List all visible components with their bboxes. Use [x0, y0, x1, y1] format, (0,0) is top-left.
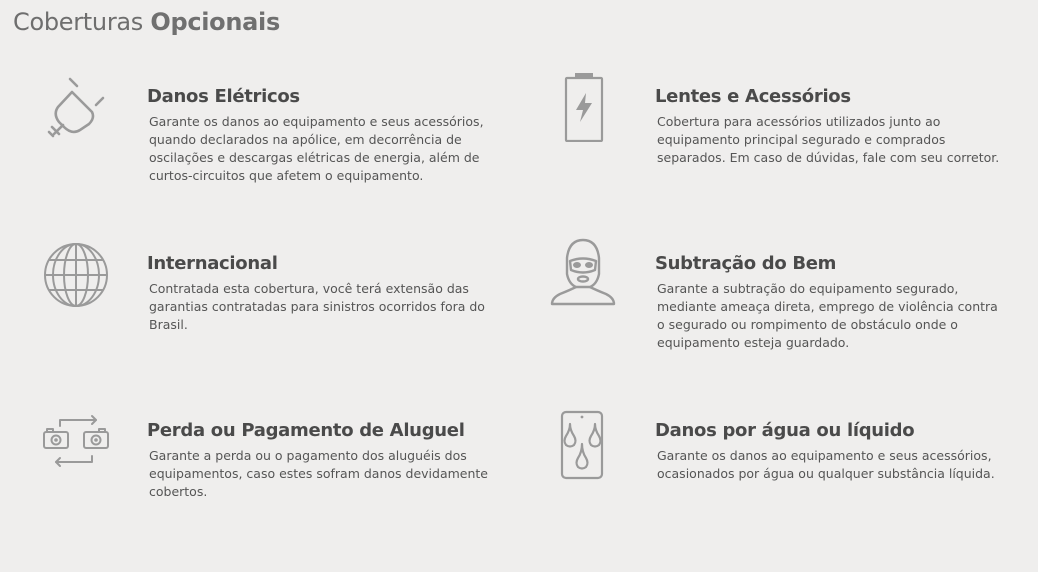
coverage-title: Lentes e Acessórios: [655, 86, 851, 107]
page-title-light: Coberturas: [13, 8, 151, 36]
coverage-title: Perda ou Pagamento de Aluguel: [147, 420, 465, 441]
coverage-description: Cobertura para acessórios utilizados junto ao equipamento principal segurado e comprados separados. Em caso de dúvidas, fale com seu corretor.: [657, 114, 1000, 165]
globe-icon: [41, 240, 111, 310]
camera-exchange-icon: [41, 410, 111, 480]
coverage-description: Garante os danos ao equipamento e seus acessórios, ocasionados por água ou qualquer substância líquida.: [657, 448, 995, 481]
page-title-bold: Opcionais: [150, 8, 280, 36]
coverage-description: Garante os danos ao equipamento e seus acessórios, quando declarados na apólice, em decorrência de oscilações e descargas elétricas de energia, além de curtos-circuitos que afetem o equipamento.: [149, 114, 484, 183]
battery-charging-icon: [549, 72, 619, 142]
electric-plug-icon: [41, 74, 111, 144]
phone-water-drops-icon: [549, 410, 619, 480]
coverage-title: Danos Elétricos: [147, 86, 300, 107]
coverage-title: Internacional: [147, 253, 278, 274]
coverage-title: Danos por água ou líquido: [655, 420, 915, 441]
coverage-description: Garante a subtração do equipamento segurado, mediante ameaça direta, emprego de violência contra o segurado ou rompimento de obstáculo onde o equipamento esteja guardado.: [657, 281, 998, 350]
coverage-title: Subtração do Bem: [655, 253, 837, 274]
coverage-description: Contratada esta cobertura, você terá extensão das garantias contratadas para sinistros ocorridos fora do Brasil.: [149, 281, 485, 332]
coverage-description: Garante a perda ou o pagamento dos aluguéis dos equipamentos, caso estes sofram danos devidamente cobertos.: [149, 448, 488, 499]
masked-thief-icon: [548, 238, 618, 308]
page-title: [13, 8, 280, 36]
